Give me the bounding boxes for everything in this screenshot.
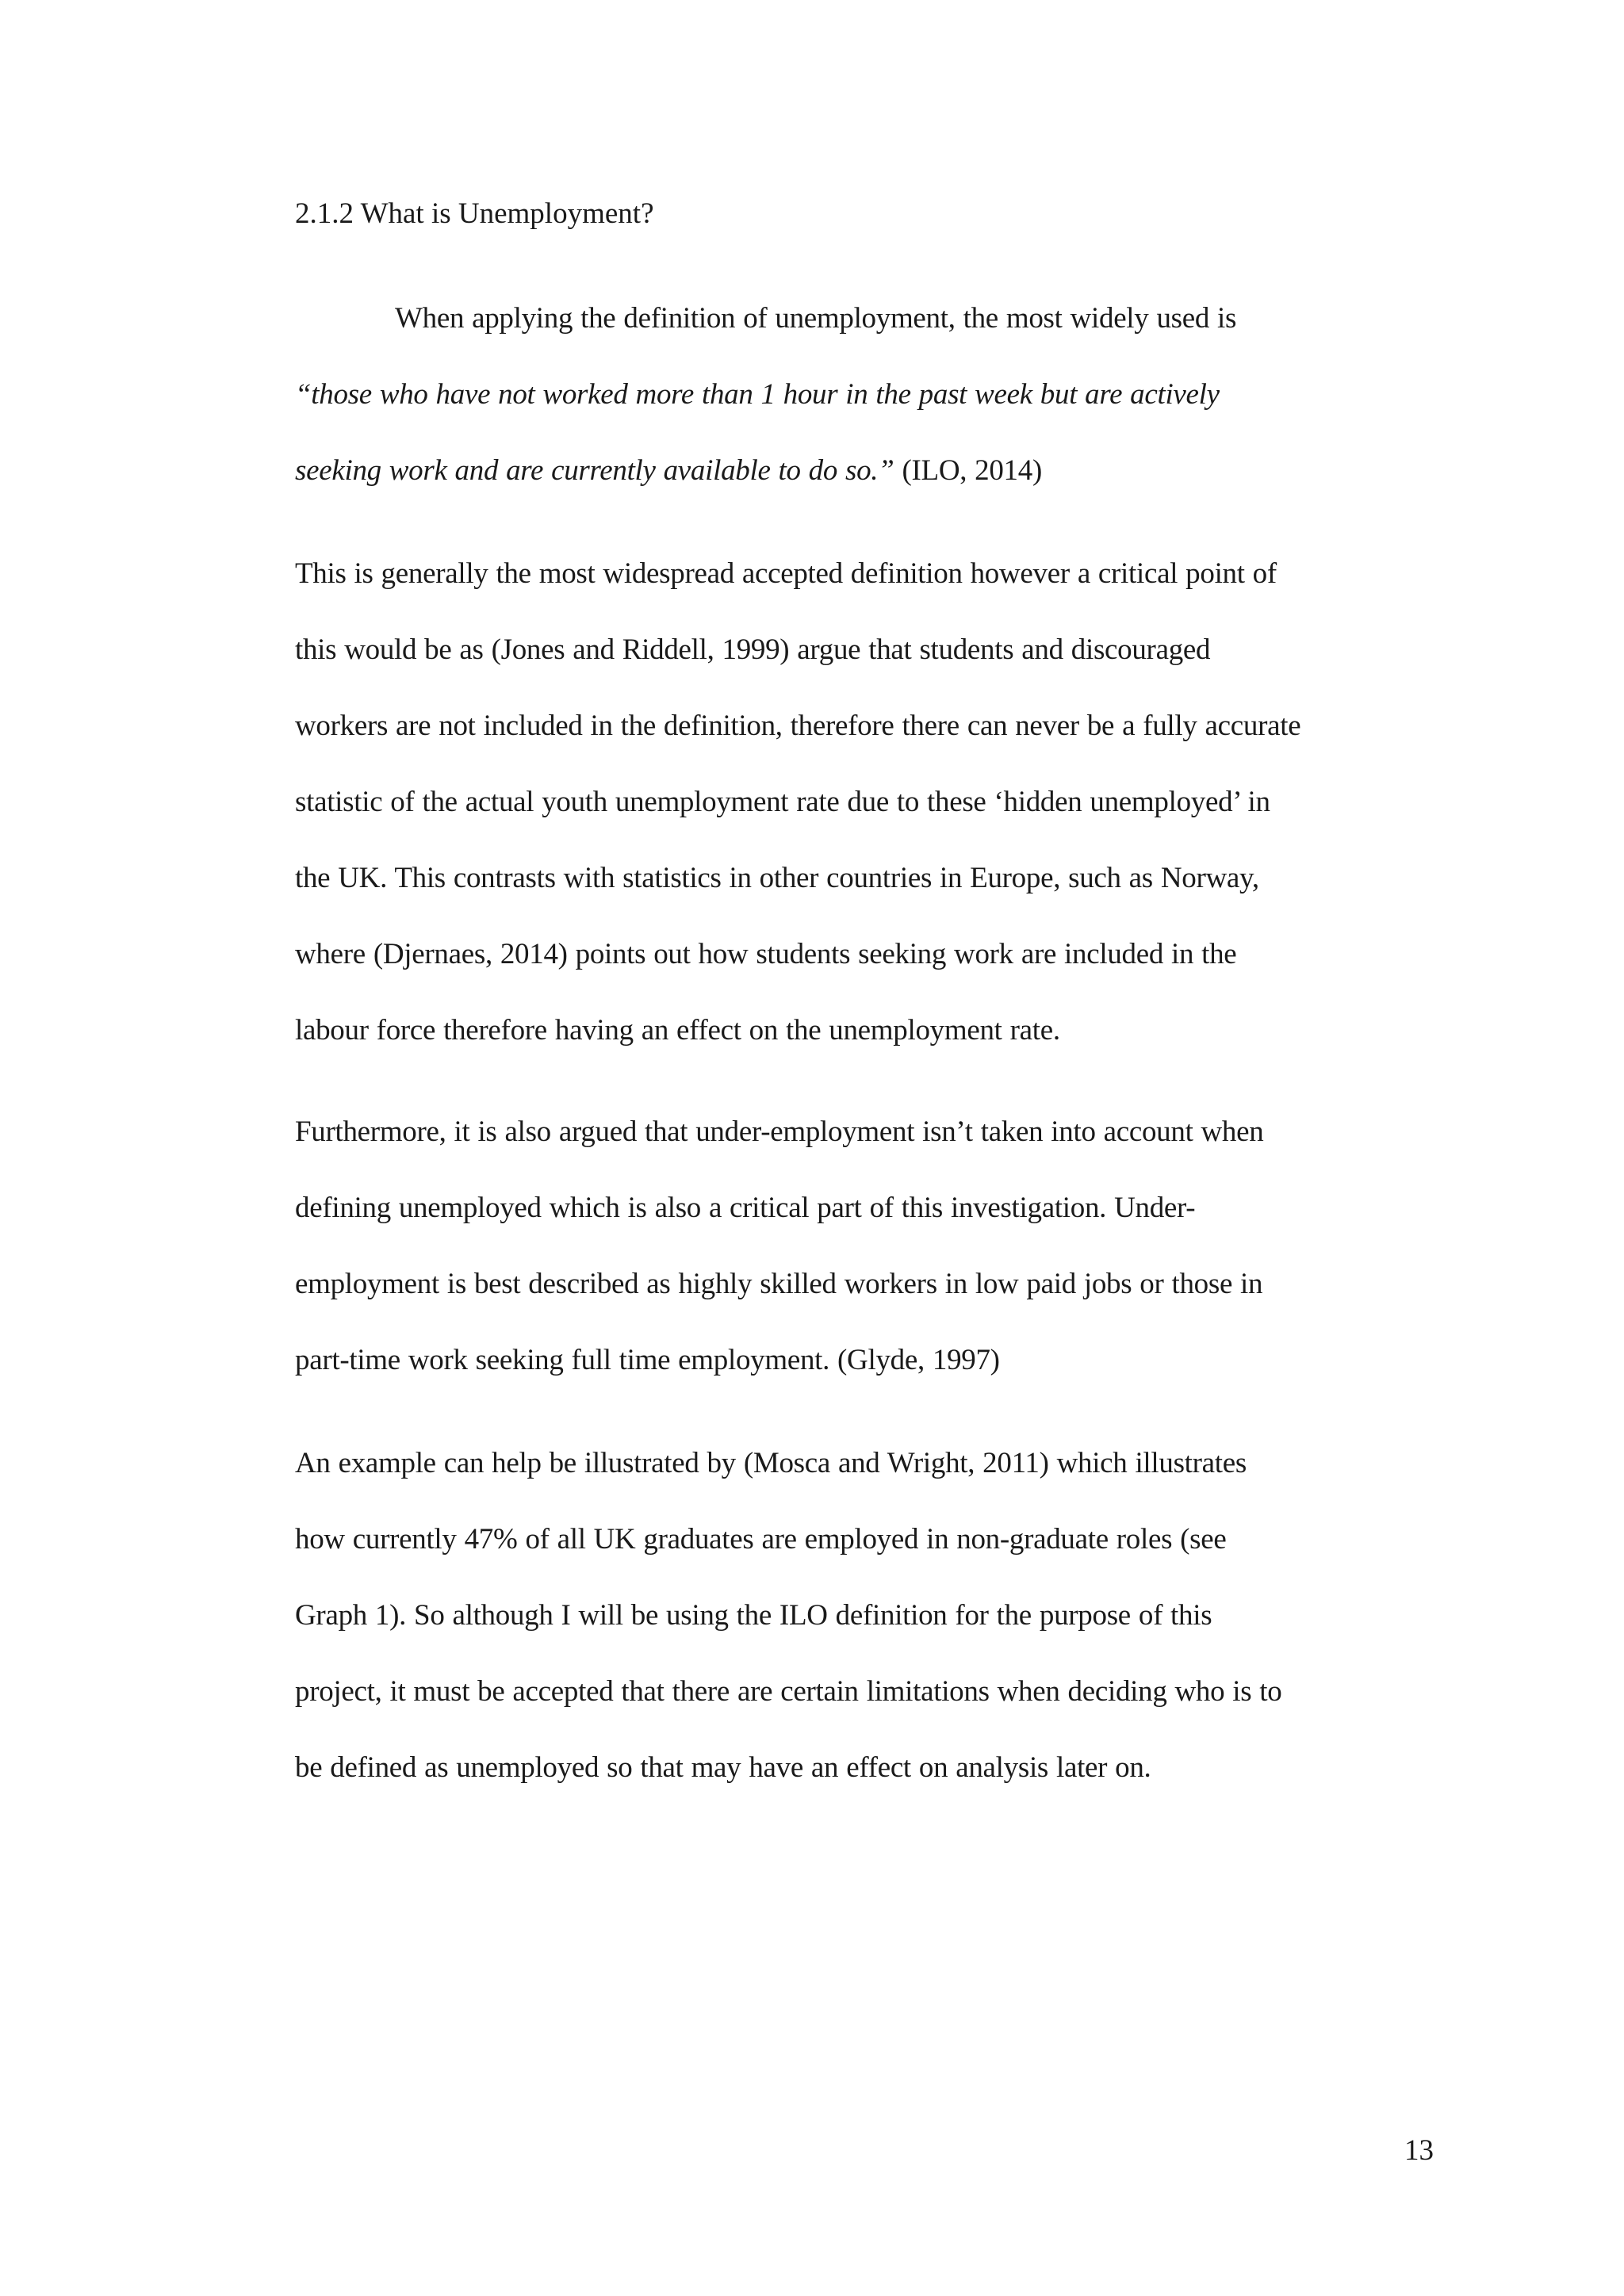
text-run: defining unemployed which is also a critical part of this investigation. Under- — [295, 1192, 1196, 1224]
text-run: be defined as unemployed so that may have an effect on analysis later on. — [295, 1751, 1151, 1784]
text-run: labour force therefore having an effect on the unemployment rate. — [295, 1014, 1060, 1047]
paragraph-line — [295, 357, 1429, 433]
text-run: employment is best described as highly skilled workers in low paid jobs or those in — [295, 1268, 1263, 1300]
text-run: the UK. This contrasts with statistics in other countries in Europe, such as Norway, — [295, 862, 1259, 894]
page-number: 13 — [1404, 2134, 1434, 2167]
paragraph-line — [295, 688, 1429, 764]
text-run: part-time work seeking full time employment. (Glyde, 1997) — [295, 1344, 1000, 1376]
paragraph-line — [295, 1578, 1429, 1654]
paragraph-line — [295, 612, 1429, 688]
paragraph-line — [295, 1246, 1429, 1322]
text-run: When applying the definition of unemployment, the most widely used is — [395, 302, 1237, 335]
text-run: project, it must be accepted that there are certain limitations when deciding who is to — [295, 1675, 1282, 1708]
text-run: workers are not included in the definition, therefore there can never be a fully accurate — [295, 710, 1301, 742]
paragraph-line — [295, 764, 1429, 840]
paragraph-ilo-definition — [295, 281, 1429, 509]
text-run: This is generally the most widespread accepted definition however a critical point of — [295, 557, 1277, 590]
paragraph-line — [295, 281, 1429, 357]
paragraph-line — [295, 1170, 1429, 1246]
section-heading: 2.1.2 What is Unemployment? — [295, 197, 654, 230]
quoted-definition-text: “those who have not worked more than 1 hour in the past week but are actively — [295, 378, 1220, 411]
text-run: where (Djernaes, 2014) points out how students seeking work are included in the — [295, 938, 1237, 970]
paragraph-line — [295, 1322, 1429, 1399]
paragraph-line — [295, 840, 1429, 916]
paragraph-line — [295, 916, 1429, 993]
text-run: Graph 1). So although I will be using the ILO definition for the purpose of this — [295, 1599, 1212, 1632]
citation-text: (ILO, 2014) — [894, 454, 1042, 487]
paragraph-line — [295, 536, 1429, 612]
paragraph-hidden-unemployed — [295, 536, 1429, 1069]
text-run: this would be as (Jones and Riddell, 1999) argue that students and discouraged — [295, 633, 1211, 666]
quoted-definition-text: seeking work and are currently available to do so.” — [295, 454, 894, 487]
paragraph-line — [295, 1502, 1429, 1578]
paragraph-line — [295, 433, 1429, 509]
paragraph-line — [295, 993, 1429, 1069]
paragraph-graduate-example — [295, 1425, 1429, 1806]
paragraph-line — [295, 1730, 1429, 1806]
text-run: Furthermore, it is also argued that under-employment isn’t taken into account when — [295, 1115, 1264, 1148]
text-run: An example can help be illustrated by (Mosca and Wright, 2011) which illustrates — [295, 1447, 1247, 1479]
paragraph-under-employment — [295, 1094, 1429, 1399]
text-run: statistic of the actual youth unemployment rate due to these ‘hidden unemployed’ in — [295, 786, 1270, 818]
text-run: how currently 47% of all UK graduates are employed in non-graduate roles (see — [295, 1523, 1227, 1556]
paragraph-line — [295, 1654, 1429, 1730]
paragraph-line — [295, 1425, 1429, 1502]
paragraph-line — [295, 1094, 1429, 1170]
